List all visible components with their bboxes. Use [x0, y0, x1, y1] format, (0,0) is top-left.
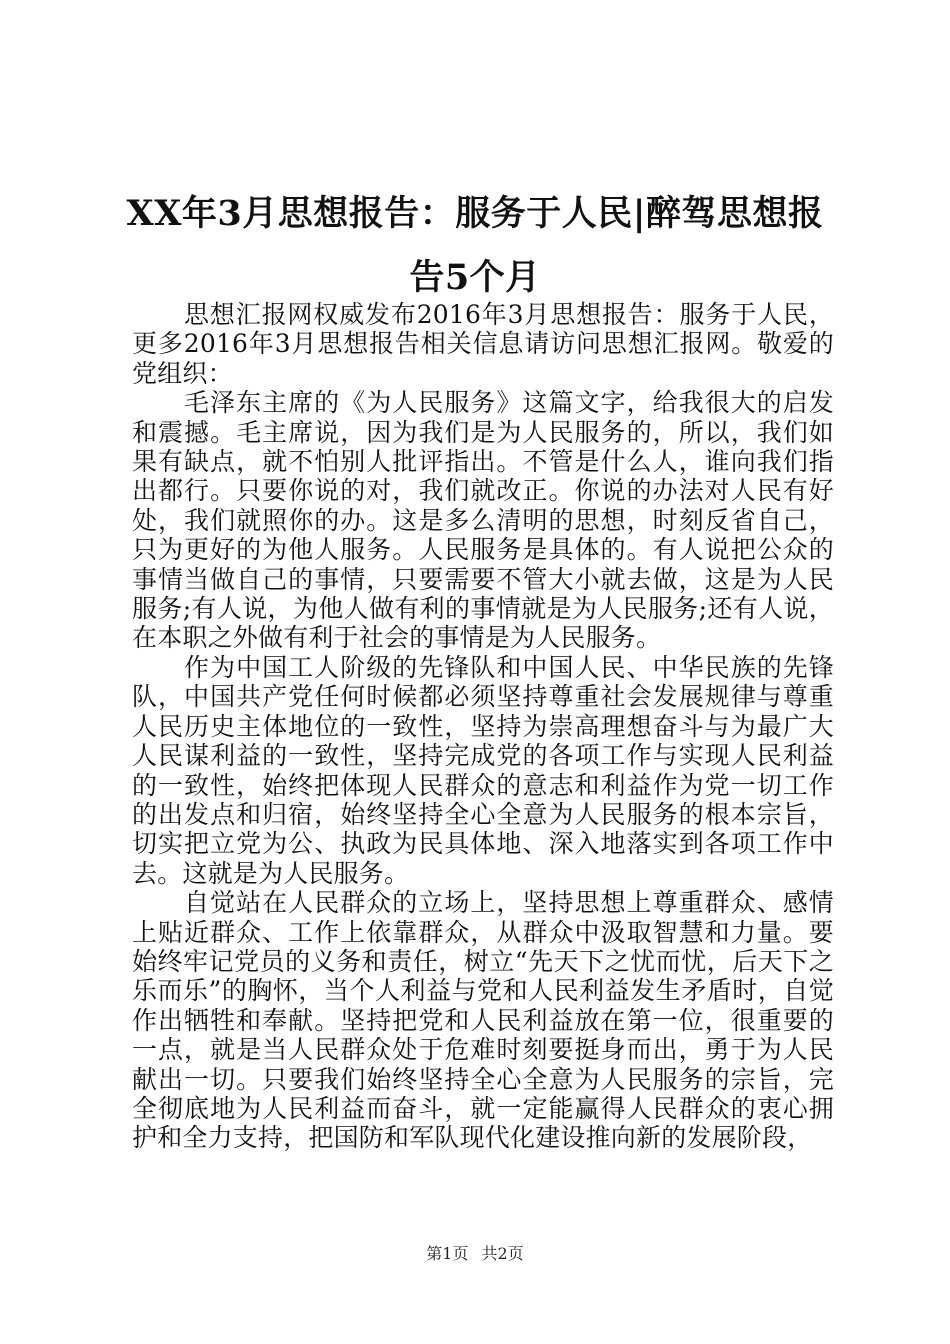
paragraph-intro: 思想汇报网权威发布2016年3月思想报告：服务于人民，更多2016年3月思想报告相关信息请访问思想汇报网。敬爱的党组织：	[132, 300, 834, 388]
page-number: 第1页	[426, 1244, 469, 1263]
document-title: XX年3月思想报告：服务于人民|醉驾思想报告5个月	[126, 193, 824, 298]
page-footer	[0, 1244, 950, 1264]
page-total: 共2页	[481, 1244, 524, 1263]
paragraph-masses-stance: 自觉站在人民群众的立场上，坚持思想上尊重群众、感情上贴近群众、工作上依靠群众，从群众中汲取智慧和力量。要始终牢记党员的义务和责任，树立“先天下之忧而忧，后天下之乐而乐”的胸怀，当个人利益与党和人民利益发生矛盾时，自觉作出牺牲和奉献。坚持把党和人民利益放在第一位，很重要的一点，就是当人民群众处于危难时刻要挺身而出，勇于为人民献出一切。只要我们始终坚持全心全意为人民服务的宗旨，完全彻底地为人民利益而奋斗，就一定能赢得人民群众的衷心拥护和全力支持，把国防和军队现代化建设推向新的发展阶段，	[132, 888, 834, 1153]
document-body	[132, 300, 834, 1153]
paragraph-vanguard: 作为中国工人阶级的先锋队和中国人民、中华民族的先锋队，中国共产党任何时候都必须坚持尊重社会发展规律与尊重人民历史主体地位的一致性，坚持为崇高理想奋斗与为最广大人民谋利益的一致性，坚持完成党的各项工作与实现人民利益的一致性，始终把体现人民群众的意志和利益作为党一切工作的出发点和归宿，始终坚持全心全意为人民服务的根本宗旨，切实把立党为公、执政为民具体地、深入地落实到各项工作中去。这就是为人民服务。	[132, 652, 834, 888]
paragraph-mao-serve-people: 毛泽东主席的《为人民服务》这篇文字，给我很大的启发和震撼。毛主席说，因为我们是为人民服务的，所以，我们如果有缺点，就不怕别人批评指出。不管是什么人，谁向我们指出都行。只要你说的对，我们就改正。你说的办法对人民有好处，我们就照你的办。这是多么清明的思想，时刻反省自己，只为更好的为他人服务。人民服务是具体的。有人说把公众的事情当做自己的事情，只要需要不管大小就去做，这是为人民服务;有人说，为他人做有利的事情就是为人民服务;还有人说，在本职之外做有利于社会的事情是为人民服务。	[132, 388, 834, 653]
